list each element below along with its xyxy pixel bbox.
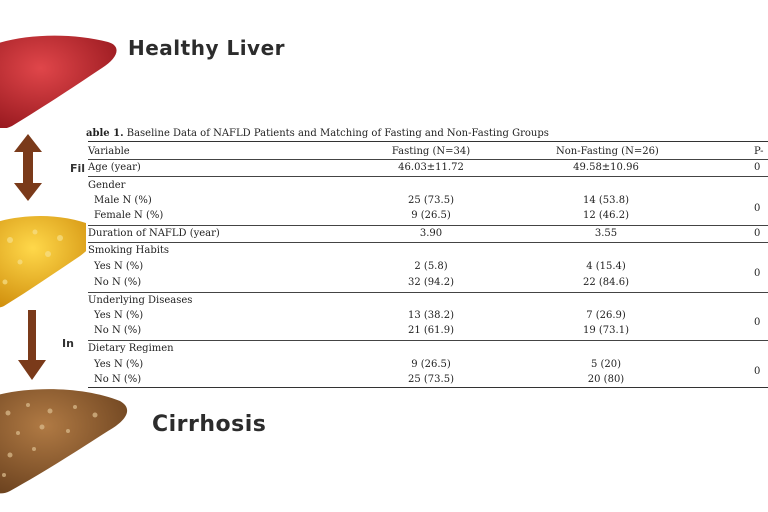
row-smoking-yes-label: Yes N (%) <box>94 261 144 272</box>
row-gender-p: 0 <box>754 203 761 214</box>
row-female-label: Female N (%) <box>94 210 164 221</box>
row-age-p: 0 <box>754 162 761 173</box>
row-smoking-yes-non-fasting: 4 (15.4) <box>586 261 626 272</box>
row-male-fasting: 25 (73.5) <box>408 195 454 206</box>
row-female-fasting: 9 (26.5) <box>411 210 451 221</box>
healthy-liver-illustration <box>0 28 125 128</box>
baseline-data-table <box>86 126 768 388</box>
cirrhosis-liver-illustration <box>0 385 135 495</box>
healthy-liver-label: Healthy Liver <box>128 36 286 60</box>
row-diet-no-fasting: 25 (73.5) <box>408 374 454 385</box>
row-underlying-yes-non-fasting: 7 (26.9) <box>586 310 626 321</box>
table-bottom-rule <box>88 387 768 388</box>
row-male-non-fasting: 14 (53.8) <box>583 195 629 206</box>
row-female-non-fasting: 12 (46.2) <box>583 210 629 221</box>
row-age-non-fasting: 49.58±10.96 <box>573 162 639 173</box>
row-diet-yes-label: Yes N (%) <box>94 359 144 370</box>
row-male-label: Male N (%) <box>94 195 152 206</box>
table-top-rule <box>88 141 768 142</box>
row-smoking-p: 0 <box>754 268 761 279</box>
row-diet-no-non-fasting: 20 (80) <box>587 374 625 385</box>
row-underlying-yes-fasting: 13 (38.2) <box>408 310 454 321</box>
row-underlying-no-non-fasting: 19 (73.1) <box>583 325 629 336</box>
table-row-rule <box>88 225 768 226</box>
row-age-fasting: 46.03±11.72 <box>398 162 464 173</box>
row-smoking-no-fasting: 32 (94.2) <box>408 277 454 288</box>
fatty-liver-illustration <box>0 210 100 310</box>
row-smoking-no-label: No N (%) <box>94 277 142 288</box>
table-row-rule <box>88 176 768 177</box>
row-diet-label: Dietary Regimen <box>88 343 174 354</box>
table-row-rule <box>88 292 768 293</box>
label-fragment-fill: Fil <box>70 162 86 175</box>
row-smoking-label: Smoking Habits <box>88 245 170 256</box>
label-fragment-inf: In <box>62 337 74 350</box>
row-diet-p: 0 <box>754 366 761 377</box>
row-underlying-yes-label: Yes N (%) <box>94 310 144 321</box>
header-variable: Variable <box>88 146 130 157</box>
row-diet-yes-non-fasting: 5 (20) <box>590 359 622 370</box>
table-row-rule <box>88 340 768 341</box>
row-duration-p: 0 <box>754 228 761 239</box>
table-header-rule <box>88 159 768 160</box>
row-age-label: Age (year) <box>88 162 141 173</box>
double-arrow-icon <box>8 130 48 205</box>
row-duration-label: Duration of NAFLD (year) <box>88 228 220 239</box>
table-caption-text: Baseline Data of NAFLD Patients and Matching of Fasting and Non-Fasting Groups <box>123 128 549 139</box>
row-diet-no-label: No N (%) <box>94 374 142 385</box>
row-smoking-yes-fasting: 2 (5.8) <box>414 261 448 272</box>
row-underlying-no-fasting: 21 (61.9) <box>408 325 454 336</box>
table-caption-number: able 1. <box>86 128 124 139</box>
table-row-rule <box>88 242 768 243</box>
row-underlying-p: 0 <box>754 317 761 328</box>
row-gender-label: Gender <box>88 180 126 191</box>
header-p-value: P- <box>754 146 764 157</box>
header-non-fasting: Non-Fasting (N=26) <box>556 146 659 157</box>
row-underlying-no-label: No N (%) <box>94 325 142 336</box>
row-smoking-no-non-fasting: 22 (84.6) <box>583 277 629 288</box>
down-arrow-icon <box>14 308 50 383</box>
table-caption <box>86 128 549 140</box>
row-underlying-label: Underlying Diseases <box>88 295 193 306</box>
cirrhosis-label: Cirrhosis <box>152 412 267 437</box>
row-duration-non-fasting: 3.55 <box>594 228 618 239</box>
header-fasting: Fasting (N=34) <box>391 146 471 157</box>
row-diet-yes-fasting: 9 (26.5) <box>411 359 451 370</box>
row-duration-fasting: 3.90 <box>419 228 443 239</box>
